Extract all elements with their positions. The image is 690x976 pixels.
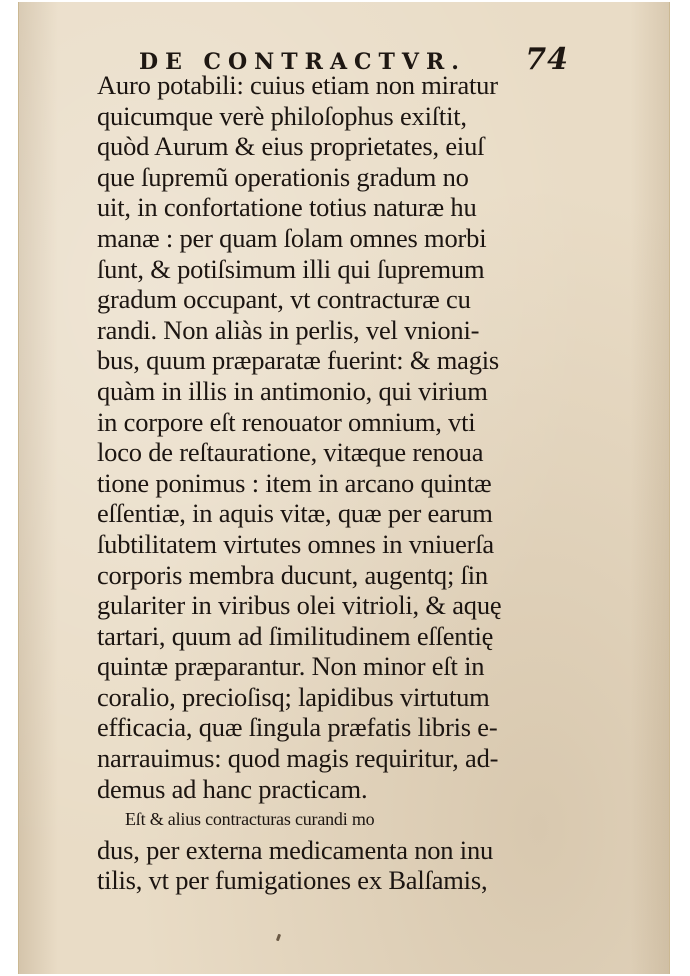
ink-speck (276, 934, 281, 942)
text-line: quicumque verè philoſophus exiſtit, (97, 100, 467, 131)
text-line: quàm in illis in antimonio, qui virium (97, 375, 488, 406)
text-line: uit, in confortatione totius naturæ hu (97, 192, 477, 223)
text-line: loco de reſtauratione, vitæque renoua (97, 437, 484, 468)
text-line: demus ad hanc practicam. (97, 773, 368, 804)
text-line: bus, quum præparatæ fuerint: & magis (97, 345, 500, 376)
paragraph-start-line: Eſt & alius contracturas curandi mo (125, 809, 375, 830)
text-line: ſubtilitatem virtutes omnes in vniuerſa (97, 528, 494, 559)
text-line: quintæ præparantur. Non minor eſt in (97, 651, 485, 682)
text-line: eſſentiæ, in aquis vitæ, quæ per earum (97, 498, 493, 529)
text-line: dus, per externa medicamenta non inu (97, 834, 494, 865)
text-line: corporis membra ducunt, augentq; ſin (97, 559, 488, 590)
page-number: 74 (525, 42, 569, 77)
text-line: randi. Non aliàs in perlis, vel vnioni- (97, 314, 480, 345)
body-text (97, 70, 557, 896)
text-line: narrauimus: quod magis requiritur, ad- (97, 743, 499, 774)
text-line: Auro potabili: cuius etiam non miratur (97, 70, 498, 100)
text-line: tartari, quum ad ſimilitudinem eſſentię (97, 620, 494, 651)
text-line: ſunt, & potiſsimum illi qui ſupremum (97, 253, 485, 284)
text-line: gradum occupant, vt contracturæ cu (97, 284, 471, 315)
text-line: que ſupremũ operationis gradum no (97, 161, 469, 192)
text-line: quòd Aurum & eius proprietates, eiuſ (97, 131, 485, 162)
book-page (18, 2, 670, 974)
text-line: coralio, precioſisq; lapidibus virtutum (97, 681, 490, 712)
text-line: tilis, vt per fumigationes ex Balſamis, (97, 865, 488, 896)
running-head: DE CONTRACTVR. (139, 49, 466, 75)
text-line: efficacia, quæ ſingula præfatis libris e- (97, 712, 498, 743)
text-line: tione ponimus : item in arcano quintæ (97, 467, 492, 498)
text-line: gulariter in viribus olei vitrioli, & aquę (97, 590, 502, 621)
text-line: in corpore eſt renouator omnium, vti (97, 406, 476, 437)
text-line: manæ : per quam ſolam omnes morbi (97, 222, 487, 253)
